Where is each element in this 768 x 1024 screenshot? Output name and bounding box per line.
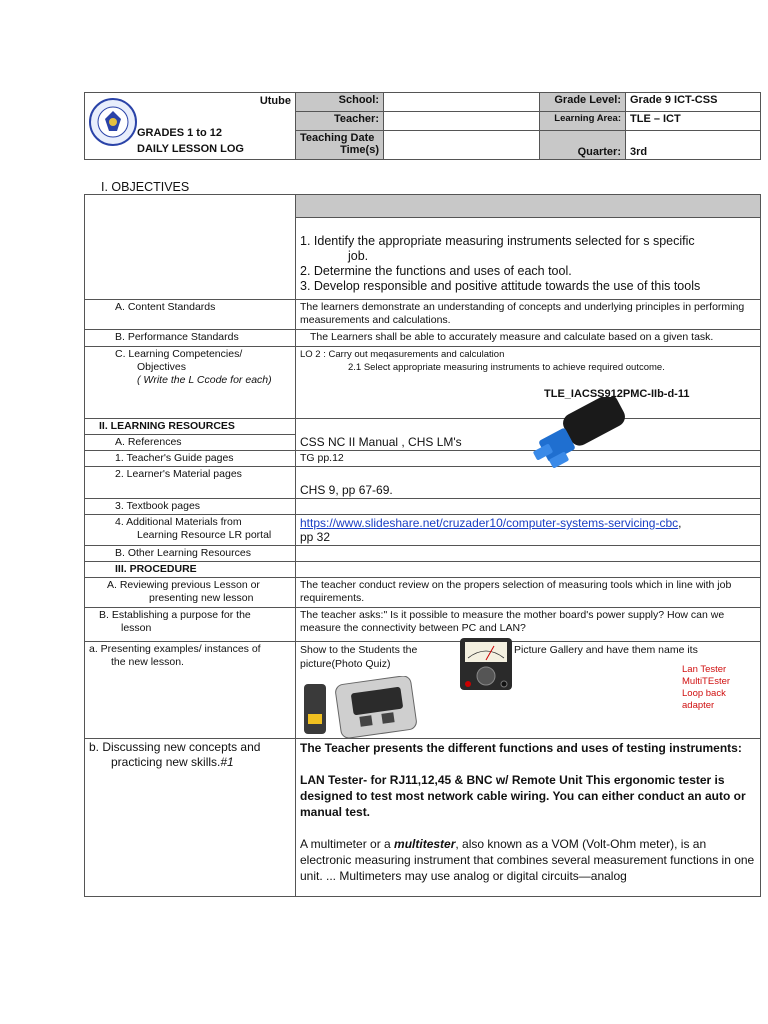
review-label xyxy=(85,578,296,608)
competencies-label-line2: Objectives xyxy=(137,361,187,373)
discuss-cell xyxy=(296,739,761,897)
performance-standards-text: The Learners shall be able to accurately measure and calculate based on a given task. xyxy=(296,330,761,347)
examples-label-line1: a. Presenting examples/ instances of xyxy=(89,643,261,655)
review-label-line1: A. Reviewing previous Lesson or xyxy=(107,579,260,591)
additional-pages: pp 32 xyxy=(300,530,331,544)
additional-materials-label xyxy=(85,515,296,546)
date-label-line1: Teaching Date xyxy=(300,132,375,145)
purpose-label xyxy=(85,608,296,642)
header-block xyxy=(84,92,760,160)
examples-text-3: Picture Gallery and have them name its xyxy=(514,644,698,656)
deped-seal-icon xyxy=(88,97,138,147)
objectives-list xyxy=(296,218,761,300)
examples-label-line2: the new lesson. xyxy=(111,656,184,668)
objective-item-1-cont: job. xyxy=(348,249,369,263)
purpose-text: The teacher asks:" Is it possible to measure the mother board's power supply? How can we measure the connectivity between PC and LAN? xyxy=(296,608,761,642)
grade-level-label: Grade Level: xyxy=(540,93,626,112)
textbook-label: 3. Textbook pages xyxy=(85,499,296,515)
teacher-guide-label: 1. Teacher's Guide pages xyxy=(85,451,296,467)
performance-standards-label: B. Performance Standards xyxy=(85,330,296,347)
textbook-field xyxy=(296,499,761,515)
references-label: A. References xyxy=(85,435,296,451)
header-table xyxy=(84,92,761,160)
school-cell xyxy=(85,93,296,160)
references-cell xyxy=(296,419,761,451)
objective-item-2: 2. Determine the functions and uses of each tool. xyxy=(300,264,572,278)
purpose-label-line2: lesson xyxy=(121,622,152,634)
references-text: CSS NC II Manual , CHS LM's xyxy=(300,435,462,449)
teacher-field[interactable] xyxy=(384,112,540,131)
discuss-label-line2: practicing new skills. xyxy=(111,755,221,769)
competencies-label-line3: ( Write the L Ccode for each) xyxy=(137,374,272,386)
slideshare-link[interactable]: https://www.slideshare.net/cruzader10/computer-systems-servicing-cbc xyxy=(300,516,679,530)
quarter-label: Quarter: xyxy=(540,131,626,160)
purpose-label-line1: B. Establishing a purpose for the xyxy=(99,609,251,621)
objective-item-3: 3. Develop responsible and positive attitude towards the use of this tools xyxy=(300,279,701,293)
objectives-shade-cell xyxy=(296,195,761,218)
teaching-date-field[interactable] xyxy=(384,131,540,160)
objectives-heading-cell xyxy=(85,179,296,300)
competency-code: TLE_IACSS912PMC-IIb-d-11 xyxy=(544,388,690,400)
link-suffix: , xyxy=(678,516,682,530)
learning-area-value: TLE – ICT xyxy=(626,112,761,131)
other-resources-field xyxy=(296,546,761,562)
competencies-label-line1: C. Learning Competencies/ xyxy=(115,348,243,360)
multimeter-text-a: A multimeter or a xyxy=(300,837,395,851)
discuss-lan-tester: LAN Tester- for RJ11,12,45 & BNC w/ Remote Unit This ergonomic tester is designed to test most network cable wiring. You can either conduct an auto or manual test. xyxy=(300,773,746,819)
school-label: School: xyxy=(296,93,384,112)
content-standards-text: The learners demonstrate an understanding of concepts and underlying principles in performing measurements and calculations. xyxy=(296,300,761,330)
learner-material-label: 2. Learner's Material pages xyxy=(85,467,296,499)
content-standards-label: A. Content Standards xyxy=(85,300,296,330)
examples-text-1: Show to the Students the xyxy=(300,644,418,656)
teaching-date-label xyxy=(296,131,384,160)
additional-materials-cell xyxy=(296,515,761,546)
examples-cell xyxy=(296,642,761,739)
procedure-heading: III. PROCEDURE xyxy=(85,562,296,578)
discuss-title: The Teacher presents the different functions and uses of testing instruments: xyxy=(300,741,742,755)
objectives-heading: I. OBJECTIVES xyxy=(101,179,190,194)
lesson-table-block xyxy=(84,179,760,897)
lan-tester-photo-icon xyxy=(302,676,418,738)
analog-multimeter-photo-icon xyxy=(458,634,514,692)
competencies-lo: LO 2 : Carry out meqasurements and calculation xyxy=(300,349,505,360)
quarter-value: 3rd xyxy=(626,131,761,160)
discuss-label-line1: b. Discussing new concepts and xyxy=(89,740,261,754)
discuss-label xyxy=(85,739,296,897)
learner-material-text: CHS 9, pp 67-69. xyxy=(296,467,761,499)
date-label-line2: Time(s) xyxy=(340,144,379,157)
lesson-table xyxy=(84,179,761,897)
multimeter-text-b: , also known as a VOM (Volt-Ohm meter), is an electronic measuring instrument that combines several measurement functions in one unit. ... Multimeters may use analog or digital circuits—analog xyxy=(300,837,755,883)
procedure-heading-blank xyxy=(296,562,761,578)
answer-lan-tester: Lan Tester xyxy=(682,664,727,675)
log-title: DAILY LESSON LOG xyxy=(137,143,244,155)
school-name: Utube xyxy=(259,95,291,107)
objective-item-1: 1. Identify the appropriate measuring instruments selected for s specific xyxy=(300,234,695,248)
review-text: The teacher conduct review on the propers selection of measuring tools which in line with job requirements. xyxy=(296,578,761,608)
school-field[interactable] xyxy=(384,93,540,112)
teacher-label: Teacher: xyxy=(296,112,384,131)
resources-heading: II. LEARNING RESOURCES xyxy=(85,419,296,435)
competencies-label xyxy=(85,347,296,419)
additional-label-line2: Learning Resource LR portal xyxy=(137,529,272,541)
answer-loop-back: Loop back xyxy=(682,688,726,699)
other-resources-label: B. Other Learning Resources xyxy=(85,546,296,562)
learning-area-label: Learning Area: xyxy=(540,112,626,131)
multitester-term: multitester xyxy=(394,837,456,851)
grades-label: GRADES 1 to 12 xyxy=(137,127,222,139)
teacher-guide-text: TG pp.12 xyxy=(296,451,761,467)
answer-multitester: MultiTEster xyxy=(682,676,731,687)
answer-adapter: adapter xyxy=(682,700,715,711)
examples-text-2: picture(Photo Quiz) xyxy=(300,658,391,670)
loopback-adapter-photo-icon xyxy=(530,397,630,475)
examples-label xyxy=(85,642,296,739)
competencies-cell xyxy=(296,347,761,419)
discuss-label-number: #1 xyxy=(220,755,234,769)
discuss-multimeter xyxy=(300,836,756,884)
quiz-answers xyxy=(682,664,730,712)
additional-label-line1: 4. Additional Materials from xyxy=(115,516,242,528)
competencies-sub: 2.1 Select appropriate measuring instruments to achieve required outcome. xyxy=(348,362,665,373)
grade-level-value: Grade 9 ICT-CSS xyxy=(626,93,761,112)
review-label-line2: presenting new lesson xyxy=(149,592,254,604)
